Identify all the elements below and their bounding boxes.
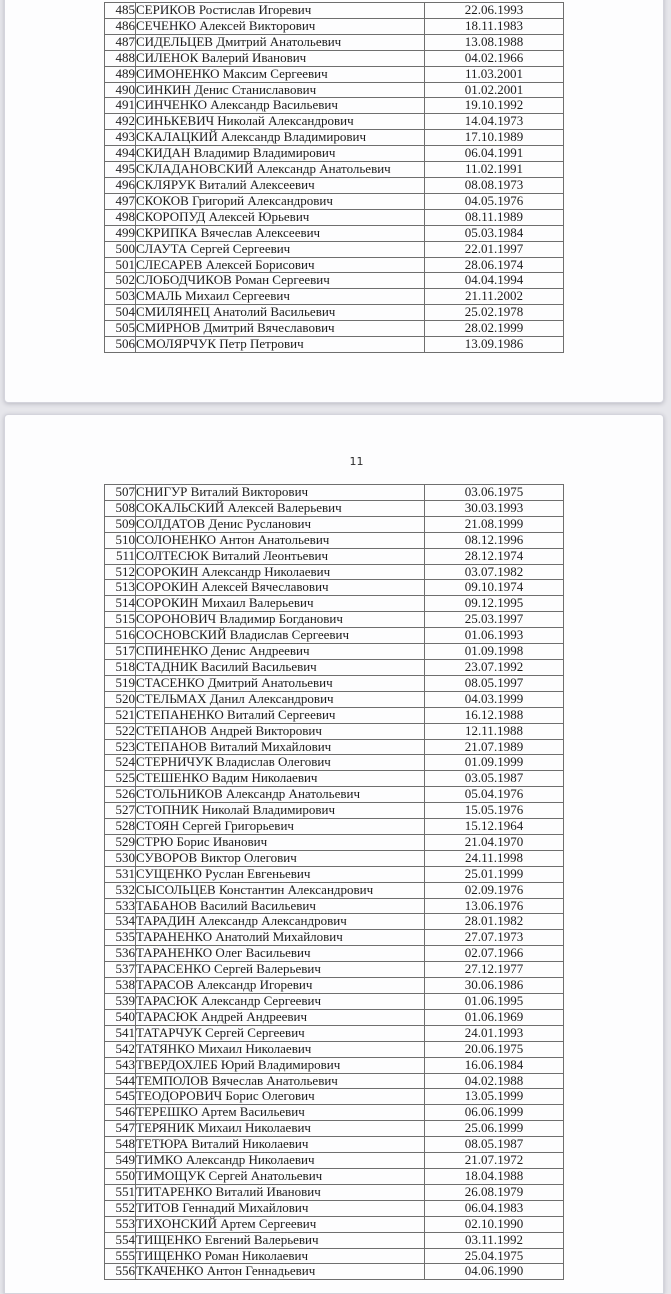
full-name-cell: СТОПНИК Николай Владимирович: [136, 803, 425, 819]
table-row: [105, 994, 564, 1010]
birth-date-cell: 12.11.1988: [425, 723, 564, 739]
row-number-cell: 502: [105, 273, 136, 289]
row-number-cell: 498: [105, 209, 136, 225]
row-number-cell: 497: [105, 193, 136, 209]
full-name-cell: СТРЮ Борис Иванович: [136, 834, 425, 850]
table-row: [105, 162, 564, 178]
birth-date-cell: 25.06.1999: [425, 1121, 564, 1137]
table-row: [105, 1153, 564, 1169]
birth-date-cell: 25.02.1978: [425, 305, 564, 321]
table-row: [105, 659, 564, 675]
row-number-cell: 493: [105, 130, 136, 146]
row-number-cell: 554: [105, 1232, 136, 1248]
row-number-cell: 509: [105, 516, 136, 532]
full-name-cell: ТЕТЮРА Виталий Николаевич: [136, 1137, 425, 1153]
birth-date-cell: 27.07.1973: [425, 930, 564, 946]
row-number-cell: 499: [105, 225, 136, 241]
full-name-cell: ТАРАСЮК Андрей Андреевич: [136, 1009, 425, 1025]
birth-date-cell: 17.10.1989: [425, 130, 564, 146]
birth-date-cell: 21.04.1970: [425, 834, 564, 850]
birth-date-cell: 21.07.1989: [425, 739, 564, 755]
table-row: [105, 914, 564, 930]
row-number-cell: 507: [105, 485, 136, 501]
birth-date-cell: 26.08.1979: [425, 1184, 564, 1200]
birth-date-cell: 04.06.1990: [425, 1264, 564, 1280]
table-row: [105, 18, 564, 34]
table-row: [105, 978, 564, 994]
birth-date-cell: 27.12.1977: [425, 962, 564, 978]
full-name-cell: СКЛЯРУК Виталий Алексеевич: [136, 177, 425, 193]
full-name-cell: СТЕПАНОВ Виталий Михайлович: [136, 739, 425, 755]
row-number-cell: 517: [105, 644, 136, 660]
row-number-cell: 534: [105, 914, 136, 930]
table-row: [105, 850, 564, 866]
full-name-cell: СТЕПАНЕНКО Виталий Сергеевич: [136, 707, 425, 723]
full-name-cell: СТОЯН Сергей Григорьевич: [136, 819, 425, 835]
full-name-cell: СТЕРНИЧУК Владислав Олегович: [136, 755, 425, 771]
birth-date-cell: 22.01.1997: [425, 241, 564, 257]
full-name-cell: ТАРАНЕНКО Олег Васильевич: [136, 946, 425, 962]
row-number-cell: 547: [105, 1121, 136, 1137]
row-number-cell: 487: [105, 34, 136, 50]
birth-date-cell: 06.04.1991: [425, 146, 564, 162]
table-row: [105, 516, 564, 532]
table-row: [105, 1232, 564, 1248]
row-number-cell: 544: [105, 1073, 136, 1089]
full-name-cell: ТКАЧЕНКО Антон Геннадьевич: [136, 1264, 425, 1280]
table-row: [105, 1121, 564, 1137]
table-row: [105, 580, 564, 596]
table-row: [105, 1089, 564, 1105]
full-name-cell: СОРОКИН Алексей Вячеславович: [136, 580, 425, 596]
birth-date-cell: 04.03.1999: [425, 691, 564, 707]
full-name-cell: ТИТОВ Геннадий Михайлович: [136, 1200, 425, 1216]
row-number-cell: 500: [105, 241, 136, 257]
full-name-cell: СОЛОНЕНКО Антон Анатольевич: [136, 532, 425, 548]
table-row: [105, 177, 564, 193]
table-row: [105, 1168, 564, 1184]
row-number-cell: 486: [105, 18, 136, 34]
table-row: [105, 305, 564, 321]
full-name-cell: СЛАУТА Сергей Сергеевич: [136, 241, 425, 257]
row-number-cell: 522: [105, 723, 136, 739]
table-row: [105, 209, 564, 225]
table-row: [105, 739, 564, 755]
row-number-cell: 555: [105, 1248, 136, 1264]
table-row: [105, 1200, 564, 1216]
full-name-cell: СПИНЕНКО Денис Андреевич: [136, 644, 425, 660]
full-name-cell: ТАБАНОВ Василий Васильевич: [136, 898, 425, 914]
full-name-cell: СТАСЕНКО Дмитрий Анатольевич: [136, 675, 425, 691]
row-number-cell: 546: [105, 1105, 136, 1121]
birth-date-cell: 02.07.1966: [425, 946, 564, 962]
table-row: [105, 1264, 564, 1280]
full-name-cell: СЛЕСАРЕВ Алексей Борисович: [136, 257, 425, 273]
birth-date-cell: 03.06.1975: [425, 485, 564, 501]
row-number-cell: 514: [105, 596, 136, 612]
birth-date-cell: 18.11.1983: [425, 18, 564, 34]
row-number-cell: 535: [105, 930, 136, 946]
table-row: [105, 1041, 564, 1057]
birth-date-cell: 21.08.1999: [425, 516, 564, 532]
table-row: [105, 225, 564, 241]
birth-date-cell: 06.06.1999: [425, 1105, 564, 1121]
full-name-cell: ТАТЯНКО Михаил Николаевич: [136, 1041, 425, 1057]
birth-date-cell: 01.06.1969: [425, 1009, 564, 1025]
birth-date-cell: 30.03.1993: [425, 500, 564, 516]
row-number-cell: 556: [105, 1264, 136, 1280]
full-name-cell: СЛОБОДЧИКОВ Роман Сергеевич: [136, 273, 425, 289]
table-row: [105, 675, 564, 691]
full-name-cell: СНИГУР Виталий Викторович: [136, 485, 425, 501]
table-row: [105, 50, 564, 66]
table-row: [105, 1009, 564, 1025]
birth-date-cell: 03.11.1992: [425, 1232, 564, 1248]
row-number-cell: 511: [105, 548, 136, 564]
full-name-cell: ТИЩЕНКО Роман Николаевич: [136, 1248, 425, 1264]
row-number-cell: 520: [105, 691, 136, 707]
row-number-cell: 505: [105, 321, 136, 337]
row-number-cell: 490: [105, 82, 136, 98]
row-number-cell: 537: [105, 962, 136, 978]
table-row: [105, 771, 564, 787]
full-name-cell: СЕЧЕНКО Алексей Викторович: [136, 18, 425, 34]
row-number-cell: 551: [105, 1184, 136, 1200]
full-name-cell: СЕРИКОВ Ростислав Игоревич: [136, 3, 425, 19]
birth-date-cell: 25.01.1999: [425, 866, 564, 882]
row-number-cell: 526: [105, 787, 136, 803]
full-name-cell: СТОЛЬНИКОВ Александр Анатольевич: [136, 787, 425, 803]
row-number-cell: 504: [105, 305, 136, 321]
birth-date-cell: 09.10.1974: [425, 580, 564, 596]
full-name-cell: СОРОКИН Александр Николаевич: [136, 564, 425, 580]
row-number-cell: 533: [105, 898, 136, 914]
table-row: [105, 866, 564, 882]
table-row: [105, 1105, 564, 1121]
table-row: [105, 755, 564, 771]
roster-table-page-10: [104, 2, 564, 353]
table-row: [105, 257, 564, 273]
birth-date-cell: 08.08.1973: [425, 177, 564, 193]
birth-date-cell: 25.04.1975: [425, 1248, 564, 1264]
row-number-cell: 508: [105, 500, 136, 516]
full-name-cell: СУВОРОВ Виктор Олегович: [136, 850, 425, 866]
birth-date-cell: 28.12.1974: [425, 548, 564, 564]
full-name-cell: СТЕПАНОВ Андрей Викторович: [136, 723, 425, 739]
birth-date-cell: 24.11.1998: [425, 850, 564, 866]
row-number-cell: 538: [105, 978, 136, 994]
roster-table-page-11: [104, 484, 564, 1280]
birth-date-cell: 04.02.1966: [425, 50, 564, 66]
full-name-cell: СИНЧЕНКО Александр Васильевич: [136, 98, 425, 114]
table-row: [105, 1184, 564, 1200]
birth-date-cell: 04.05.1976: [425, 193, 564, 209]
table-row: [105, 532, 564, 548]
table-row: [105, 241, 564, 257]
birth-date-cell: 03.07.1982: [425, 564, 564, 580]
row-number-cell: 548: [105, 1137, 136, 1153]
full-name-cell: ТИХОНСКИЙ Артем Сергеевич: [136, 1216, 425, 1232]
full-name-cell: СОРОНОВИЧ Владимир Богданович: [136, 612, 425, 628]
birth-date-cell: 01.02.2001: [425, 82, 564, 98]
full-name-cell: СТЕШЕНКО Вадим Николаевич: [136, 771, 425, 787]
table-row: [105, 834, 564, 850]
full-name-cell: СИМОНЕНКО Максим Сергеевич: [136, 66, 425, 82]
roster-table-body: [105, 485, 564, 1280]
birth-date-cell: 08.05.1987: [425, 1137, 564, 1153]
row-number-cell: 510: [105, 532, 136, 548]
row-number-cell: 524: [105, 755, 136, 771]
birth-date-cell: 06.04.1983: [425, 1200, 564, 1216]
table-row: [105, 1216, 564, 1232]
full-name-cell: СМИЛЯНЕЦ Анатолий Васильевич: [136, 305, 425, 321]
table-row: [105, 882, 564, 898]
birth-date-cell: 05.03.1984: [425, 225, 564, 241]
table-row: [105, 787, 564, 803]
row-number-cell: 485: [105, 3, 136, 19]
birth-date-cell: 02.10.1990: [425, 1216, 564, 1232]
birth-date-cell: 03.05.1987: [425, 771, 564, 787]
row-number-cell: 552: [105, 1200, 136, 1216]
birth-date-cell: 08.11.1989: [425, 209, 564, 225]
full-name-cell: СОРОКИН Михаил Валерьевич: [136, 596, 425, 612]
full-name-cell: ТАРАСЮК Александр Сергеевич: [136, 994, 425, 1010]
birth-date-cell: 13.08.1988: [425, 34, 564, 50]
birth-date-cell: 08.12.1996: [425, 532, 564, 548]
row-number-cell: 489: [105, 66, 136, 82]
row-number-cell: 492: [105, 114, 136, 130]
table-row: [105, 34, 564, 50]
row-number-cell: 531: [105, 866, 136, 882]
full-name-cell: СКАЛАЦКИЙ Александр Владимирович: [136, 130, 425, 146]
full-name-cell: СКЛАДАНОВСКИЙ Александр Анатольевич: [136, 162, 425, 178]
table-row: [105, 273, 564, 289]
row-number-cell: 549: [105, 1153, 136, 1169]
full-name-cell: СКРИПКА Вячеслав Алексеевич: [136, 225, 425, 241]
full-name-cell: СИДЕЛЬЦЕВ Дмитрий Анатольевич: [136, 34, 425, 50]
birth-date-cell: 15.05.1976: [425, 803, 564, 819]
birth-date-cell: 04.04.1994: [425, 273, 564, 289]
row-number-cell: 527: [105, 803, 136, 819]
table-row: [105, 819, 564, 835]
full-name-cell: СОЛДАТОВ Денис Русланович: [136, 516, 425, 532]
birth-date-cell: 04.02.1988: [425, 1073, 564, 1089]
table-row: [105, 3, 564, 19]
table-row: [105, 946, 564, 962]
row-number-cell: 523: [105, 739, 136, 755]
full-name-cell: СКОКОВ Григорий Александрович: [136, 193, 425, 209]
full-name-cell: СУЩЕНКО Руслан Евгеньевич: [136, 866, 425, 882]
full-name-cell: ТЕРЯНИК Михаил Николаевич: [136, 1121, 425, 1137]
full-name-cell: СТАДНИК Василий Васильевич: [136, 659, 425, 675]
table-row: [105, 193, 564, 209]
birth-date-cell: 19.10.1992: [425, 98, 564, 114]
table-row: [105, 289, 564, 305]
table-row: [105, 628, 564, 644]
row-number-cell: 550: [105, 1168, 136, 1184]
row-number-cell: 540: [105, 1009, 136, 1025]
birth-date-cell: 21.11.2002: [425, 289, 564, 305]
row-number-cell: 525: [105, 771, 136, 787]
table-row: [105, 644, 564, 660]
birth-date-cell: 24.01.1993: [425, 1025, 564, 1041]
table-row: [105, 962, 564, 978]
table-row: [105, 548, 564, 564]
table-row: [105, 564, 564, 580]
full-name-cell: ТИЩЕНКО Евгений Валерьевич: [136, 1232, 425, 1248]
birth-date-cell: 28.01.1982: [425, 914, 564, 930]
birth-date-cell: 02.09.1976: [425, 882, 564, 898]
birth-date-cell: 11.02.1991: [425, 162, 564, 178]
table-row: [105, 500, 564, 516]
full-name-cell: ТЕРЕШКО Артем Васильевич: [136, 1105, 425, 1121]
row-number-cell: 506: [105, 337, 136, 353]
full-name-cell: ТИТАРЕНКО Виталий Иванович: [136, 1184, 425, 1200]
table-row: [105, 1073, 564, 1089]
table-row: [105, 146, 564, 162]
full-name-cell: СИНКИН Денис Станиславович: [136, 82, 425, 98]
table-row: [105, 691, 564, 707]
full-name-cell: ТИМОЩУК Сергей Анатольевич: [136, 1168, 425, 1184]
row-number-cell: 515: [105, 612, 136, 628]
full-name-cell: СТЕЛЬМАХ Данил Александрович: [136, 691, 425, 707]
birth-date-cell: 28.06.1974: [425, 257, 564, 273]
table-row: [105, 98, 564, 114]
birth-date-cell: 23.07.1992: [425, 659, 564, 675]
table-row: [105, 898, 564, 914]
table-row: [105, 321, 564, 337]
full-name-cell: ТАТАРЧУК Сергей Сергеевич: [136, 1025, 425, 1041]
full-name-cell: СМАЛЬ Михаил Сергеевич: [136, 289, 425, 305]
full-name-cell: ТИМКО Александр Николаевич: [136, 1153, 425, 1169]
table-row: [105, 114, 564, 130]
birth-date-cell: 09.12.1995: [425, 596, 564, 612]
page-number: 11: [349, 455, 364, 468]
full-name-cell: СОЛТЕСЮК Виталий Леонтьевич: [136, 548, 425, 564]
birth-date-cell: 15.12.1964: [425, 819, 564, 835]
row-number-cell: 553: [105, 1216, 136, 1232]
birth-date-cell: 28.02.1999: [425, 321, 564, 337]
birth-date-cell: 16.06.1984: [425, 1057, 564, 1073]
birth-date-cell: 01.09.1999: [425, 755, 564, 771]
birth-date-cell: 18.04.1988: [425, 1168, 564, 1184]
full-name-cell: СОСНОВСКИЙ Владислав Сергеевич: [136, 628, 425, 644]
table-row: [105, 130, 564, 146]
row-number-cell: 536: [105, 946, 136, 962]
birth-date-cell: 11.03.2001: [425, 66, 564, 82]
row-number-cell: 512: [105, 564, 136, 580]
row-number-cell: 513: [105, 580, 136, 596]
table-row: [105, 1248, 564, 1264]
row-number-cell: 491: [105, 98, 136, 114]
full-name-cell: СИЛЕНОК Валерий Иванович: [136, 50, 425, 66]
row-number-cell: 529: [105, 834, 136, 850]
birth-date-cell: 22.06.1993: [425, 3, 564, 19]
birth-date-cell: 01.06.1993: [425, 628, 564, 644]
full-name-cell: СМОЛЯРЧУК Петр Петрович: [136, 337, 425, 353]
birth-date-cell: 30.06.1986: [425, 978, 564, 994]
row-number-cell: 539: [105, 994, 136, 1010]
full-name-cell: ТВЕРДОХЛЕБ Юрий Владимирович: [136, 1057, 425, 1073]
row-number-cell: 542: [105, 1041, 136, 1057]
row-number-cell: 521: [105, 707, 136, 723]
full-name-cell: ТАРАДИН Александр Александрович: [136, 914, 425, 930]
full-name-cell: СМИРНОВ Дмитрий Вячеславович: [136, 321, 425, 337]
birth-date-cell: 16.12.1988: [425, 707, 564, 723]
birth-date-cell: 14.04.1973: [425, 114, 564, 130]
table-row: [105, 485, 564, 501]
row-number-cell: 532: [105, 882, 136, 898]
full-name-cell: ТАРАСОВ Александр Игоревич: [136, 978, 425, 994]
table-row: [105, 1137, 564, 1153]
row-number-cell: 495: [105, 162, 136, 178]
birth-date-cell: 13.05.1999: [425, 1089, 564, 1105]
full-name-cell: ТЕМПОЛОВ Вячеслав Анатольевич: [136, 1073, 425, 1089]
row-number-cell: 545: [105, 1089, 136, 1105]
full-name-cell: СИНЬКЕВИЧ Николай Александрович: [136, 114, 425, 130]
table-row: [105, 803, 564, 819]
row-number-cell: 494: [105, 146, 136, 162]
row-number-cell: 488: [105, 50, 136, 66]
birth-date-cell: 13.06.1976: [425, 898, 564, 914]
birth-date-cell: 13.09.1986: [425, 337, 564, 353]
table-row: [105, 1025, 564, 1041]
row-number-cell: 543: [105, 1057, 136, 1073]
row-number-cell: 516: [105, 628, 136, 644]
row-number-cell: 518: [105, 659, 136, 675]
full-name-cell: СОКАЛЬСКИЙ Алексей Валерьевич: [136, 500, 425, 516]
table-row: [105, 337, 564, 353]
full-name-cell: СКИДАН Владимир Владимирович: [136, 146, 425, 162]
document-page-11: [4, 414, 664, 1294]
table-row: [105, 66, 564, 82]
row-number-cell: 528: [105, 819, 136, 835]
table-row: [105, 707, 564, 723]
row-number-cell: 501: [105, 257, 136, 273]
full-name-cell: СЫСОЛЬЦЕВ Константин Александрович: [136, 882, 425, 898]
birth-date-cell: 20.06.1975: [425, 1041, 564, 1057]
table-row: [105, 612, 564, 628]
birth-date-cell: 25.03.1997: [425, 612, 564, 628]
row-number-cell: 541: [105, 1025, 136, 1041]
row-number-cell: 530: [105, 850, 136, 866]
birth-date-cell: 01.09.1998: [425, 644, 564, 660]
document-page-10: [4, 0, 664, 403]
table-row: [105, 723, 564, 739]
birth-date-cell: 05.04.1976: [425, 787, 564, 803]
birth-date-cell: 01.06.1995: [425, 994, 564, 1010]
table-row: [105, 596, 564, 612]
row-number-cell: 503: [105, 289, 136, 305]
row-number-cell: 519: [105, 675, 136, 691]
birth-date-cell: 21.07.1972: [425, 1153, 564, 1169]
roster-table-body: [105, 3, 564, 353]
table-row: [105, 82, 564, 98]
birth-date-cell: 08.05.1997: [425, 675, 564, 691]
row-number-cell: 496: [105, 177, 136, 193]
full-name-cell: ТЕОДОРОВИЧ Борис Олегович: [136, 1089, 425, 1105]
table-row: [105, 1057, 564, 1073]
full-name-cell: ТАРАНЕНКО Анатолий Михайлович: [136, 930, 425, 946]
full-name-cell: СКОРОПУД Алексей Юрьевич: [136, 209, 425, 225]
table-row: [105, 930, 564, 946]
full-name-cell: ТАРАСЕНКО Сергей Валерьевич: [136, 962, 425, 978]
